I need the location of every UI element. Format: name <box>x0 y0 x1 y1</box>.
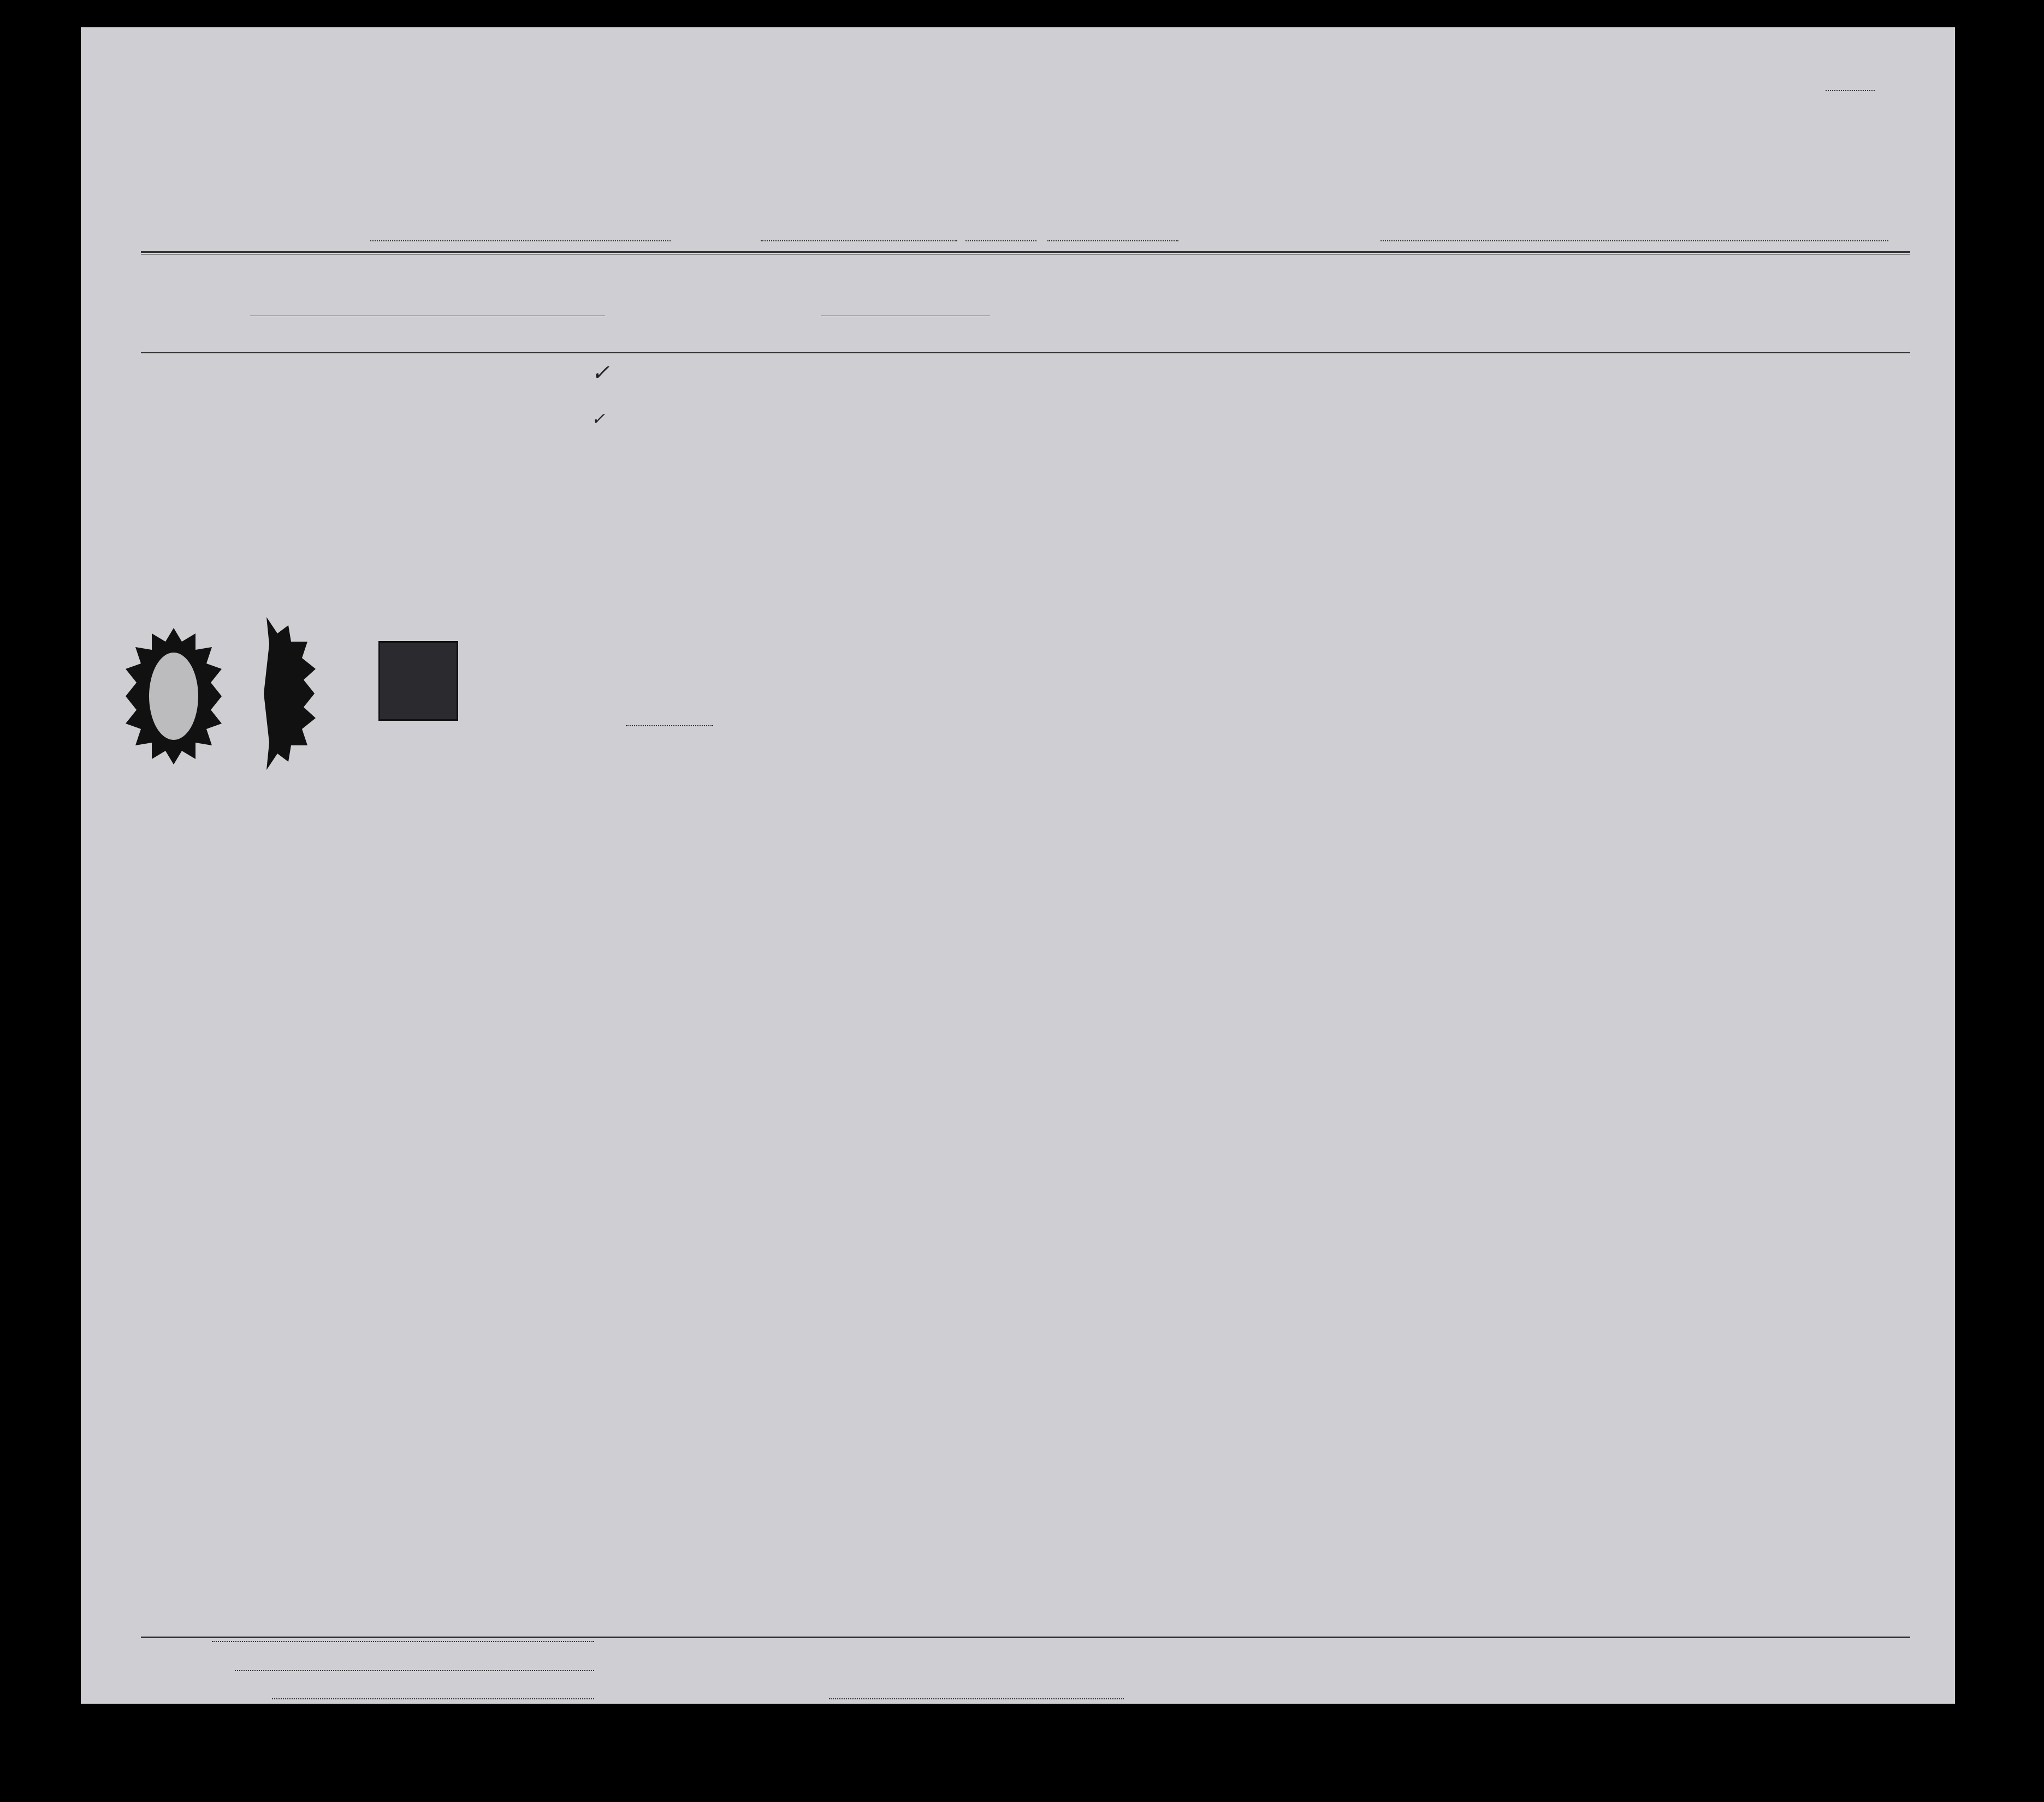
footer-owners-field <box>235 1670 594 1671</box>
footer-agents-field <box>272 1698 594 1699</box>
check-mark: ✓ <box>591 360 610 386</box>
fee-stamp-header <box>380 643 457 647</box>
inspector-signature-line <box>829 1698 1124 1699</box>
service-number-line <box>626 725 713 726</box>
arriving-line <box>761 240 957 241</box>
footer-line-field <box>212 1641 594 1642</box>
header-bottom-rule <box>141 352 1910 353</box>
day-line <box>1047 240 1178 241</box>
seal-icon <box>245 617 316 770</box>
seal-icon <box>125 628 223 764</box>
manifest-sheet <box>81 27 1955 1704</box>
check-mark: ✓ <box>591 410 606 429</box>
from-port-line <box>1381 240 1888 241</box>
vessel-line <box>370 240 671 241</box>
month-line <box>965 240 1036 241</box>
fee-stamp <box>378 641 458 721</box>
sheet-number-line <box>1826 90 1875 91</box>
manifest-table <box>141 251 1910 1638</box>
